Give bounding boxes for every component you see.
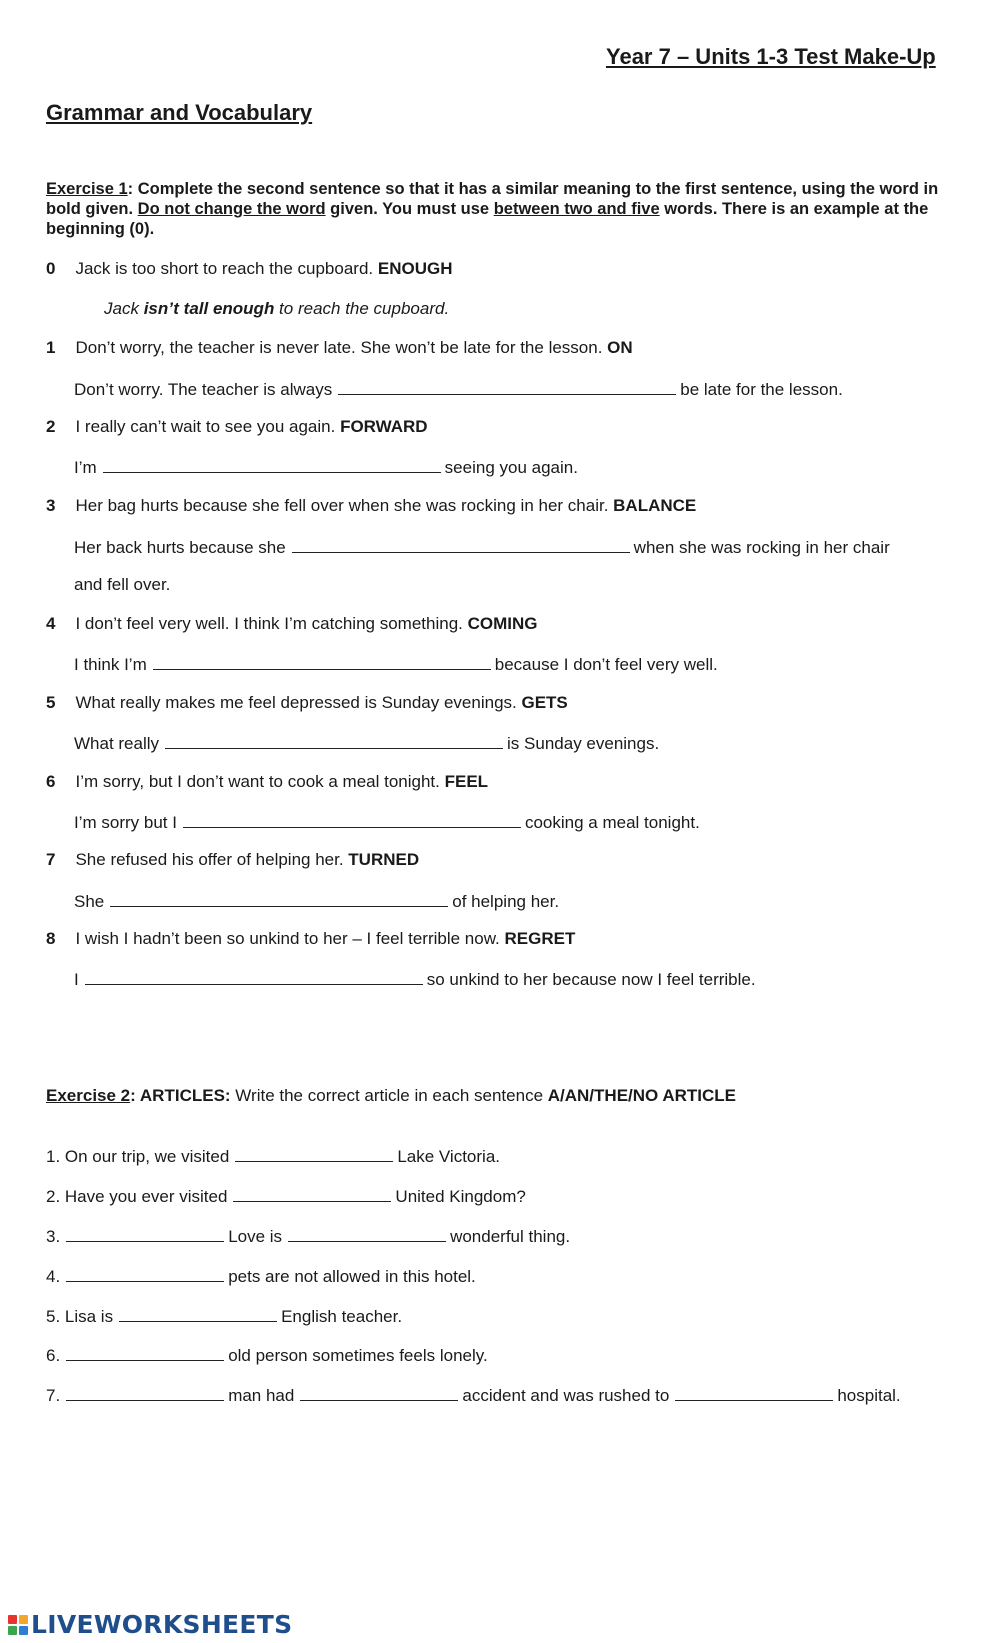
answer-blank[interactable] bbox=[103, 456, 441, 473]
exercise2-instructions: Exercise 2: ARTICLES: Write the correct article in each sentence A/AN/THE/NO ARTICLE bbox=[46, 1086, 737, 1105]
logo-text: LIVEWORKSHEETS bbox=[31, 1610, 293, 1639]
article-sentence: 1. On our trip, we visited Lake Victoria. bbox=[46, 1147, 501, 1166]
logo-square bbox=[8, 1615, 17, 1624]
article-sentence: 3. Love is wonderful thing. bbox=[46, 1227, 571, 1246]
article-blank[interactable] bbox=[66, 1384, 224, 1401]
section-title: Grammar and Vocabulary bbox=[46, 100, 313, 125]
logo-icon bbox=[8, 1615, 28, 1635]
answer-line: She of helping her. bbox=[74, 892, 560, 911]
question-sentence: 1 Don’t worry, the teacher is never late. She won’t be late for the lesson. ON bbox=[46, 338, 633, 357]
logo-square bbox=[19, 1615, 28, 1624]
exercise2-label: Exercise 2 bbox=[46, 1086, 131, 1105]
answer-blank[interactable] bbox=[292, 536, 630, 553]
question-sentence: 3 Her bag hurts because she fell over when she was rocking in her chair. BALANCE bbox=[46, 496, 697, 515]
answer-blank[interactable] bbox=[183, 811, 521, 828]
answer-line: I’m sorry but I cooking a meal tonight. bbox=[74, 813, 700, 832]
exercise1-instructions: Exercise 1: Complete the second sentence so that it has a similar meaning to the first sentence, using the word in bold given. Do not change the word given. You must use between two and five words. There is an example at the beginning (0). bbox=[46, 180, 939, 238]
article-blank[interactable] bbox=[233, 1185, 391, 1202]
answer-blank[interactable] bbox=[110, 890, 448, 907]
article-sentence: 6. old person sometimes feels lonely. bbox=[46, 1346, 488, 1365]
logo-square bbox=[19, 1626, 28, 1635]
keyword: BALANCE bbox=[613, 496, 697, 515]
answer-line: What really is Sunday evenings. bbox=[74, 734, 660, 753]
answer-blank[interactable] bbox=[165, 732, 503, 749]
article-blank[interactable] bbox=[66, 1225, 224, 1242]
question-sentence: 4 I don’t feel very well. I think I’m catching something. COMING bbox=[46, 614, 538, 633]
example-sentence: 0 Jack is too short to reach the cupboard. ENOUGH bbox=[46, 259, 453, 278]
article-blank[interactable] bbox=[119, 1305, 277, 1322]
article-blank[interactable] bbox=[300, 1384, 458, 1401]
keyword: GETS bbox=[521, 693, 568, 712]
answer-blank[interactable] bbox=[85, 968, 423, 985]
article-sentence: 2. Have you ever visited United Kingdom? bbox=[46, 1187, 526, 1206]
article-blank[interactable] bbox=[66, 1344, 224, 1361]
article-blank[interactable] bbox=[235, 1145, 393, 1162]
keyword: FEEL bbox=[444, 772, 489, 791]
question-sentence: 7 She refused his offer of helping her. TURNED bbox=[46, 850, 420, 869]
keyword: ON bbox=[607, 338, 633, 357]
article-blank[interactable] bbox=[288, 1225, 446, 1242]
answer-blank[interactable] bbox=[153, 653, 491, 670]
article-blank[interactable] bbox=[675, 1384, 833, 1401]
answer-line: I so unkind to her because now I feel terrible. bbox=[74, 970, 756, 989]
liveworksheets-logo bbox=[8, 1610, 292, 1639]
article-blank[interactable] bbox=[66, 1265, 224, 1282]
question-sentence: 2 I really can’t wait to see you again. FORWARD bbox=[46, 417, 428, 436]
answer-line: I think I’m because I don’t feel very well. bbox=[74, 655, 718, 674]
article-sentence: 5. Lisa is English teacher. bbox=[46, 1307, 403, 1326]
answer-line: Her back hurts because she when she was rocking in her chair bbox=[74, 538, 890, 557]
keyword: ENOUGH bbox=[377, 259, 453, 278]
answer-blank[interactable] bbox=[338, 378, 676, 395]
keyword: COMING bbox=[467, 614, 538, 633]
exercise1-label: Exercise 1 bbox=[46, 180, 128, 198]
question-sentence: 8 I wish I hadn’t been so unkind to her – I feel terrible now. REGRET bbox=[46, 929, 576, 948]
keyword: TURNED bbox=[348, 850, 420, 869]
question-sentence: 6 I’m sorry, but I don’t want to cook a meal tonight. FEEL bbox=[46, 772, 489, 791]
example-answer: Jack isn’t tall enough to reach the cupboard. bbox=[104, 299, 450, 318]
keyword: REGRET bbox=[504, 929, 576, 948]
answer-continuation: and fell over. bbox=[74, 575, 171, 594]
logo-square bbox=[8, 1626, 17, 1635]
keyword: FORWARD bbox=[340, 417, 428, 436]
answer-line: I’m seeing you again. bbox=[74, 458, 578, 477]
answer-line: Don’t worry. The teacher is always be late for the lesson. bbox=[74, 380, 843, 399]
article-sentence: 7. man had accident and was rushed to hospital. bbox=[46, 1386, 901, 1405]
question-sentence: 5 What really makes me feel depressed is Sunday evenings. GETS bbox=[46, 693, 568, 712]
document-title: Year 7 – Units 1-3 Test Make-Up bbox=[606, 44, 936, 69]
article-sentence: 4. pets are not allowed in this hotel. bbox=[46, 1267, 476, 1286]
